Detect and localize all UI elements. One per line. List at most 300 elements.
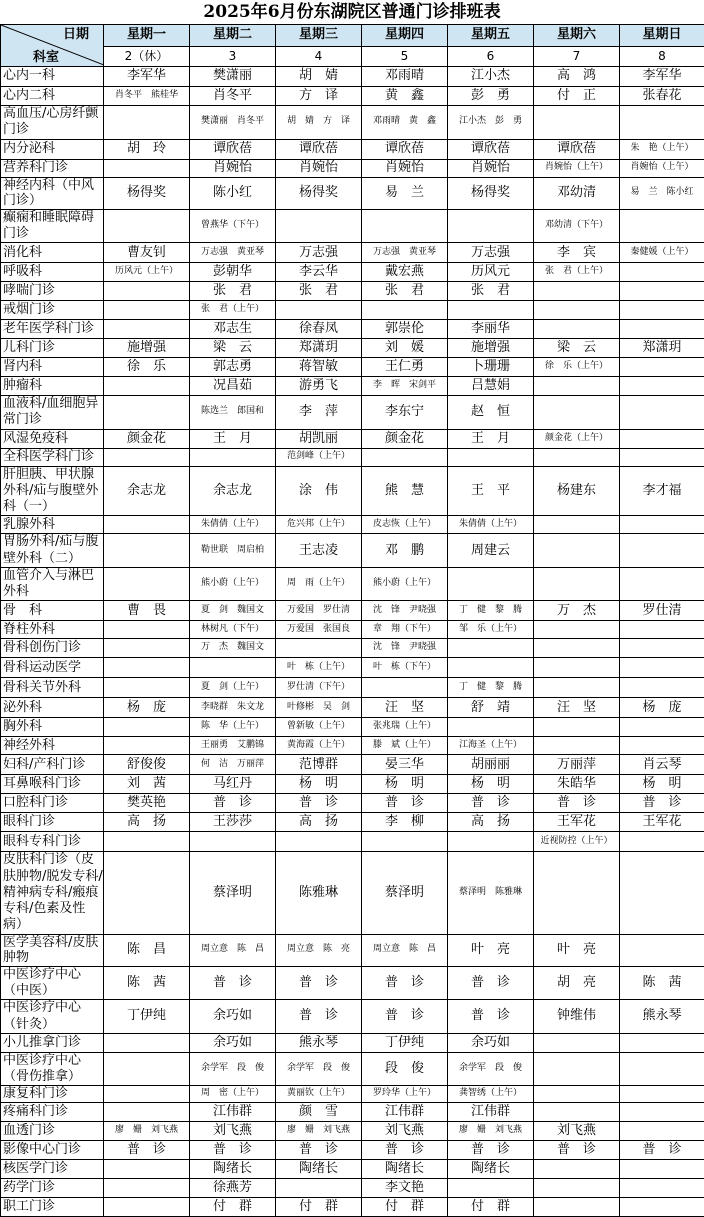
schedule-cell xyxy=(276,832,362,852)
schedule-cell: 高 扬 xyxy=(276,813,362,832)
schedule-cell: 熊永琴 xyxy=(620,1000,704,1034)
schedule-cell: 高 扬 xyxy=(104,813,190,832)
schedule-table xyxy=(0,24,704,1217)
dept-name: 胃肠外科/疝与腹壁外科（二） xyxy=(1,534,104,568)
schedule-cell: 万志强 xyxy=(276,243,362,263)
dept-name: 乳腺外科 xyxy=(1,516,104,534)
schedule-cell: 曹 畏 xyxy=(104,601,190,621)
schedule-cell: 陶绪长 xyxy=(190,1160,276,1179)
schedule-cell: 涂 伟 xyxy=(276,466,362,516)
schedule-cell: 肖冬平 熊桂华 xyxy=(104,87,190,106)
schedule-cell: 周立意 陈 昌 xyxy=(362,934,448,966)
dept-name: 骨科创伤门诊 xyxy=(1,639,104,658)
schedule-cell: 肖婉怡（上午） xyxy=(534,159,620,177)
table-row xyxy=(1,639,704,658)
schedule-cell: 丁伊纯 xyxy=(362,1033,448,1052)
schedule-cell xyxy=(448,658,534,678)
schedule-cell: 余学军 段 俊 xyxy=(276,1052,362,1086)
schedule-cell: 王 月 xyxy=(190,429,276,448)
schedule-cell: 叶 栋（下午） xyxy=(362,658,448,678)
schedule-cell: 颜金花（上午） xyxy=(534,429,620,448)
schedule-cell: 钟维伟 xyxy=(534,1000,620,1034)
schedule-cell: 施增强 xyxy=(104,339,190,358)
schedule-cell: 张 君 xyxy=(190,282,276,301)
schedule-cell xyxy=(104,159,190,177)
schedule-cell: 普 诊 xyxy=(276,1000,362,1034)
schedule-cell: 余志龙 xyxy=(104,466,190,516)
schedule-cell: 胡 婧 方 译 xyxy=(276,106,362,140)
schedule-cell xyxy=(104,282,190,301)
schedule-cell xyxy=(620,832,704,852)
schedule-cell: 熊小蔚（上午） xyxy=(362,567,448,601)
dept-name: 全科医学科门诊 xyxy=(1,448,104,466)
schedule-cell xyxy=(620,534,704,568)
schedule-cell: 秦健媛（上午） xyxy=(620,243,704,263)
schedule-cell: 叶 亮 xyxy=(448,934,534,966)
schedule-cell: 历风元 xyxy=(448,263,534,282)
schedule-cell: 梁 云 xyxy=(190,339,276,358)
schedule-cell xyxy=(104,737,190,755)
schedule-cell: 廖 姗 刘飞燕 xyxy=(104,1122,190,1141)
weekday-sat: 星期六 xyxy=(534,25,620,47)
schedule-cell: 普 诊 xyxy=(620,1141,704,1160)
table-row xyxy=(1,177,704,209)
schedule-cell xyxy=(534,621,620,639)
schedule-cell: 王仁勇 xyxy=(362,358,448,377)
schedule-cell: 陈小红 xyxy=(190,177,276,209)
schedule-cell xyxy=(448,301,534,320)
dept-name: 口腔科门诊 xyxy=(1,794,104,813)
schedule-cell: 胡 玲 xyxy=(104,139,190,159)
schedule-cell xyxy=(620,1198,704,1217)
table-row xyxy=(1,534,704,568)
schedule-cell: 刘飞燕 xyxy=(362,1122,448,1141)
schedule-cell: 万志强 黄亚琴 xyxy=(190,243,276,263)
schedule-cell: 肖婉怡（上午） xyxy=(620,159,704,177)
schedule-cell: 刘飞燕 xyxy=(190,1122,276,1141)
schedule-cell: 高 扬 xyxy=(448,813,534,832)
schedule-cell: 胡 婧 xyxy=(276,67,362,87)
dept-name: 耳鼻喉科门诊 xyxy=(1,775,104,794)
date-wed: 4 xyxy=(276,47,362,67)
table-row xyxy=(1,794,704,813)
schedule-cell: 朱倩倩（上午） xyxy=(448,516,534,534)
date-tue: 3 xyxy=(190,47,276,67)
schedule-cell: 谭欣蓓 xyxy=(190,139,276,159)
schedule-cell: 陶绪长 xyxy=(362,1160,448,1179)
schedule-cell: 范剑峰（上午） xyxy=(276,448,362,466)
schedule-cell: 万丽萍 xyxy=(534,755,620,775)
table-row xyxy=(1,601,704,621)
dept-name: 儿科门诊 xyxy=(1,339,104,358)
schedule-cell: 戴宏燕 xyxy=(362,263,448,282)
schedule-cell: 李军华 xyxy=(104,67,190,87)
schedule-cell: 胡 亮 xyxy=(534,966,620,1000)
dept-name: 脊柱外科 xyxy=(1,621,104,639)
schedule-cell xyxy=(620,567,704,601)
table-row xyxy=(1,448,704,466)
schedule-cell: 普 诊 xyxy=(190,1141,276,1160)
schedule-cell xyxy=(190,832,276,852)
dept-name: 职工门诊 xyxy=(1,1198,104,1217)
schedule-cell: 普 诊 xyxy=(362,794,448,813)
dept-name: 内分泌科 xyxy=(1,139,104,159)
schedule-cell: 郭志勇 xyxy=(190,358,276,377)
dept-name: 中医诊疗中心（针灸） xyxy=(1,1000,104,1034)
schedule-cell: 段 俊 xyxy=(362,1052,448,1086)
schedule-cell xyxy=(534,1160,620,1179)
schedule-cell: 肖婉怡 xyxy=(448,159,534,177)
schedule-cell: 周立意 陈 昌 xyxy=(190,934,276,966)
schedule-cell: 李才福 xyxy=(620,466,704,516)
dept-name: 康复科门诊 xyxy=(1,1086,104,1103)
schedule-cell xyxy=(534,106,620,140)
schedule-cell xyxy=(620,1086,704,1103)
schedule-cell xyxy=(620,1052,704,1086)
schedule-cell xyxy=(620,621,704,639)
table-row xyxy=(1,718,704,737)
table-row xyxy=(1,106,704,140)
schedule-cell: 颜 雪 xyxy=(276,1103,362,1122)
schedule-cell xyxy=(620,934,704,966)
table-row xyxy=(1,934,704,966)
schedule-cell: 彭 勇 xyxy=(448,87,534,106)
table-row xyxy=(1,1179,704,1198)
dept-name: 中医诊疗中心（中医） xyxy=(1,966,104,1000)
schedule-cell: 舒 靖 xyxy=(448,698,534,718)
schedule-cell: 肖婉怡 xyxy=(276,159,362,177)
schedule-cell xyxy=(620,106,704,140)
schedule-cell: 普 诊 xyxy=(448,966,534,1000)
schedule-cell: 王军花 xyxy=(620,813,704,832)
schedule-cell: 王军花 xyxy=(534,813,620,832)
table-row xyxy=(1,737,704,755)
schedule-cell: 罗玲华（上午） xyxy=(362,1086,448,1103)
table-row xyxy=(1,429,704,448)
schedule-cell xyxy=(104,1198,190,1217)
weekday-wed: 星期三 xyxy=(276,25,362,47)
schedule-cell: 舒俊俊 xyxy=(104,755,190,775)
schedule-cell xyxy=(620,1160,704,1179)
schedule-cell: 郑潇玥 xyxy=(620,339,704,358)
dept-name: 医学美容科/皮肤肿物 xyxy=(1,934,104,966)
table-row xyxy=(1,1033,704,1052)
schedule-cell xyxy=(104,639,190,658)
schedule-cell: 李丽华 xyxy=(448,320,534,339)
table-row xyxy=(1,1052,704,1086)
schedule-cell xyxy=(620,301,704,320)
schedule-cell xyxy=(448,1179,534,1198)
table-row xyxy=(1,301,704,320)
schedule-cell xyxy=(104,1103,190,1122)
schedule-cell xyxy=(620,358,704,377)
schedule-cell xyxy=(620,718,704,737)
dept-name: 骨科关节外科 xyxy=(1,678,104,698)
schedule-cell: 张 君（上午） xyxy=(534,263,620,282)
weekday-fri: 星期五 xyxy=(448,25,534,47)
dept-axis-label: 科室 xyxy=(33,51,59,65)
schedule-cell xyxy=(620,1122,704,1141)
schedule-cell xyxy=(276,301,362,320)
schedule-cell: 蔡泽明 xyxy=(190,852,276,934)
schedule-cell: 周 雨（上午） xyxy=(276,567,362,601)
schedule-cell xyxy=(448,718,534,737)
schedule-cell: 曾燕华（下午） xyxy=(190,209,276,243)
table-row xyxy=(1,1198,704,1217)
schedule-cell xyxy=(448,639,534,658)
schedule-cell xyxy=(534,737,620,755)
table-row xyxy=(1,358,704,377)
schedule-cell: 施增强 xyxy=(448,339,534,358)
schedule-cell: 廖 姗 刘飞燕 xyxy=(276,1122,362,1141)
dept-name: 胸外科 xyxy=(1,718,104,737)
schedule-cell: 王丽勇 艾鹏锦 xyxy=(190,737,276,755)
schedule-cell: 普 诊 xyxy=(362,1141,448,1160)
schedule-cell: 余学军 段 俊 xyxy=(190,1052,276,1086)
schedule-cell: 易 兰 xyxy=(362,177,448,209)
date-thu: 5 xyxy=(362,47,448,67)
schedule-cell xyxy=(448,567,534,601)
weekday-header-row xyxy=(1,25,704,47)
schedule-cell: 曾新敏（上午） xyxy=(276,718,362,737)
schedule-cell: 周立意 陈 亮 xyxy=(276,934,362,966)
schedule-cell: 徐春凤 xyxy=(276,320,362,339)
schedule-cell: 李云华 xyxy=(276,263,362,282)
schedule-cell xyxy=(534,639,620,658)
table-row xyxy=(1,516,704,534)
schedule-cell: 丁伊纯 xyxy=(104,1000,190,1034)
dept-name: 癫痫和睡眠障碍门诊 xyxy=(1,209,104,243)
schedule-cell: 蔡泽明 陈雅琳 xyxy=(448,852,534,934)
schedule-cell: 黄海霞（上午） xyxy=(276,737,362,755)
schedule-cell xyxy=(104,448,190,466)
schedule-cell: 邓幼清（下午） xyxy=(534,209,620,243)
schedule-cell xyxy=(190,658,276,678)
schedule-cell xyxy=(276,639,362,658)
table-row xyxy=(1,243,704,263)
schedule-cell: 江伟群 xyxy=(190,1103,276,1122)
schedule-cell: 吕慧娟 xyxy=(448,377,534,396)
schedule-cell: 付 群 xyxy=(276,1198,362,1217)
table-row xyxy=(1,282,704,301)
table-row xyxy=(1,320,704,339)
schedule-cell xyxy=(362,832,448,852)
schedule-cell xyxy=(534,301,620,320)
schedule-cell xyxy=(104,1052,190,1086)
schedule-cell xyxy=(104,516,190,534)
schedule-cell: 普 诊 xyxy=(362,1000,448,1034)
schedule-cell: 何 洁 万丽萍 xyxy=(190,755,276,775)
schedule-cell: 熊 慧 xyxy=(362,466,448,516)
schedule-cell: 普 诊 xyxy=(534,794,620,813)
schedule-cell xyxy=(104,678,190,698)
schedule-cell xyxy=(104,377,190,396)
schedule-cell xyxy=(362,678,448,698)
dept-name: 眼科门诊 xyxy=(1,813,104,832)
schedule-cell xyxy=(104,534,190,568)
schedule-cell xyxy=(620,429,704,448)
schedule-cell xyxy=(534,1052,620,1086)
schedule-cell: 李 晖 宋剑平 xyxy=(362,377,448,396)
schedule-cell: 肖婉怡 xyxy=(362,159,448,177)
schedule-cell: 李东宁 xyxy=(362,396,448,430)
schedule-cell xyxy=(534,377,620,396)
schedule-cell: 普 诊 xyxy=(276,966,362,1000)
dept-name: 消化科 xyxy=(1,243,104,263)
schedule-cell: 杨 明 xyxy=(276,775,362,794)
schedule-cell: 邓志生 xyxy=(190,320,276,339)
schedule-cell xyxy=(534,1086,620,1103)
schedule-cell xyxy=(534,320,620,339)
table-row xyxy=(1,658,704,678)
schedule-cell: 勒世联 周启柏 xyxy=(190,534,276,568)
table-row xyxy=(1,1000,704,1034)
schedule-cell: 历风元（上午） xyxy=(104,263,190,282)
dept-name: 戒烟门诊 xyxy=(1,301,104,320)
table-row xyxy=(1,1160,704,1179)
schedule-cell: 熊永琴 xyxy=(276,1033,362,1052)
schedule-cell: 王莎莎 xyxy=(190,813,276,832)
corner-header xyxy=(1,25,104,67)
schedule-cell: 江小杰 xyxy=(448,67,534,87)
schedule-cell: 邓雨晴 xyxy=(362,67,448,87)
schedule-cell: 普 诊 xyxy=(362,966,448,1000)
schedule-cell xyxy=(534,1033,620,1052)
schedule-cell: 李军华 xyxy=(620,67,704,87)
schedule-cell xyxy=(620,396,704,430)
schedule-cell: 胡凯丽 xyxy=(276,429,362,448)
schedule-cell xyxy=(104,658,190,678)
schedule-cell: 彭朝华 xyxy=(190,263,276,282)
schedule-cell: 李晓群 朱文龙 xyxy=(190,698,276,718)
schedule-cell: 罗仕清（下午） xyxy=(276,678,362,698)
schedule-cell: 谭欣蓓 xyxy=(448,139,534,159)
dept-name: 老年医学科门诊 xyxy=(1,320,104,339)
schedule-cell xyxy=(620,516,704,534)
weekday-thu: 星期四 xyxy=(362,25,448,47)
schedule-cell xyxy=(448,448,534,466)
dept-name: 血透门诊 xyxy=(1,1122,104,1141)
schedule-cell: 马红丹 xyxy=(190,775,276,794)
schedule-cell: 范博群 xyxy=(276,755,362,775)
schedule-cell: 沈 锋 尹晓强 xyxy=(362,601,448,621)
schedule-cell: 普 诊 xyxy=(104,1141,190,1160)
date-fri: 6 xyxy=(448,47,534,67)
page-title: 2025年6月份东湖院区普通门诊排班表 xyxy=(0,0,704,24)
schedule-cell: 余巧如 xyxy=(190,1000,276,1034)
dept-name: 影像中心门诊 xyxy=(1,1141,104,1160)
schedule-cell xyxy=(534,516,620,534)
schedule-cell xyxy=(104,106,190,140)
schedule-cell: 蒋智敏 xyxy=(276,358,362,377)
schedule-cell xyxy=(534,567,620,601)
schedule-cell xyxy=(104,320,190,339)
schedule-cell: 夏 剑（上午） xyxy=(190,678,276,698)
schedule-cell: 肖婉怡 xyxy=(190,159,276,177)
date-sat: 7 xyxy=(534,47,620,67)
schedule-cell xyxy=(620,658,704,678)
schedule-cell: 王 平 xyxy=(448,466,534,516)
schedule-cell: 杨得奖 xyxy=(104,177,190,209)
table-row xyxy=(1,755,704,775)
schedule-cell: 谭欣蓓 xyxy=(362,139,448,159)
schedule-cell: 谭欣蓓 xyxy=(534,139,620,159)
schedule-cell: 普 诊 xyxy=(448,1141,534,1160)
schedule-cell: 叶 亮 xyxy=(534,934,620,966)
schedule-cell: 王志凌 xyxy=(276,534,362,568)
schedule-cell xyxy=(620,448,704,466)
schedule-cell: 杨 庞 xyxy=(104,698,190,718)
table-row xyxy=(1,698,704,718)
schedule-cell: 叶修彬 吴 剑 xyxy=(276,698,362,718)
table-row xyxy=(1,87,704,106)
dept-name: 血液科/血细胞异常门诊 xyxy=(1,396,104,430)
dept-name: 营养科门诊 xyxy=(1,159,104,177)
schedule-cell xyxy=(534,1103,620,1122)
schedule-cell: 张 君 xyxy=(276,282,362,301)
schedule-cell: 廖 姗 刘飞燕 xyxy=(448,1122,534,1141)
schedule-cell: 晏三华 xyxy=(362,755,448,775)
date-sun: 8 xyxy=(620,47,704,67)
table-row xyxy=(1,775,704,794)
schedule-cell: 陈 华（上午） xyxy=(190,718,276,737)
schedule-cell: 万志强 xyxy=(448,243,534,263)
dept-name: 肝胆胰、甲状腺外科/疝与腹壁外科（一） xyxy=(1,466,104,516)
dept-name: 神经内科（中风门诊） xyxy=(1,177,104,209)
schedule-cell xyxy=(620,852,704,934)
schedule-cell xyxy=(534,678,620,698)
schedule-cell: 况昌茹 xyxy=(190,377,276,396)
schedule-cell: 江海圣（上午） xyxy=(448,737,534,755)
schedule-cell xyxy=(362,209,448,243)
table-row xyxy=(1,67,704,87)
schedule-cell: 王 月 xyxy=(448,429,534,448)
schedule-cell: 滕 斌（上午） xyxy=(362,737,448,755)
schedule-cell: 谭欣蓓 xyxy=(276,139,362,159)
schedule-cell: 朱皓华 xyxy=(534,775,620,794)
schedule-cell: 李 萍 xyxy=(276,396,362,430)
schedule-cell: 陈 昌 xyxy=(104,934,190,966)
schedule-cell xyxy=(534,658,620,678)
schedule-cell: 付 群 xyxy=(190,1198,276,1217)
schedule-cell xyxy=(620,737,704,755)
schedule-cell xyxy=(534,718,620,737)
schedule-cell: 危兴邦（上午） xyxy=(276,516,362,534)
schedule-cell: 普 诊 xyxy=(448,1000,534,1034)
schedule-cell: 方 译 xyxy=(276,87,362,106)
schedule-cell xyxy=(104,567,190,601)
table-row xyxy=(1,339,704,358)
schedule-cell: 杨得奖 xyxy=(448,177,534,209)
schedule-cell xyxy=(104,209,190,243)
schedule-cell: 刘 茜 xyxy=(104,775,190,794)
schedule-cell: 普 诊 xyxy=(276,794,362,813)
schedule-cell xyxy=(620,1103,704,1122)
schedule-cell xyxy=(534,448,620,466)
schedule-cell xyxy=(534,534,620,568)
date-header-row xyxy=(1,47,704,67)
schedule-cell: 杨建东 xyxy=(534,466,620,516)
schedule-cell: 刘 媛 xyxy=(362,339,448,358)
schedule-cell: 普 诊 xyxy=(448,794,534,813)
schedule-cell: 杨 明 xyxy=(448,775,534,794)
schedule-cell: 周建云 xyxy=(448,534,534,568)
schedule-cell: 蔡泽明 xyxy=(362,852,448,934)
schedule-cell: 余巧如 xyxy=(448,1033,534,1052)
schedule-cell: 陶绪长 xyxy=(448,1160,534,1179)
table-row xyxy=(1,396,704,430)
schedule-cell: 章 翔（下午） xyxy=(362,621,448,639)
